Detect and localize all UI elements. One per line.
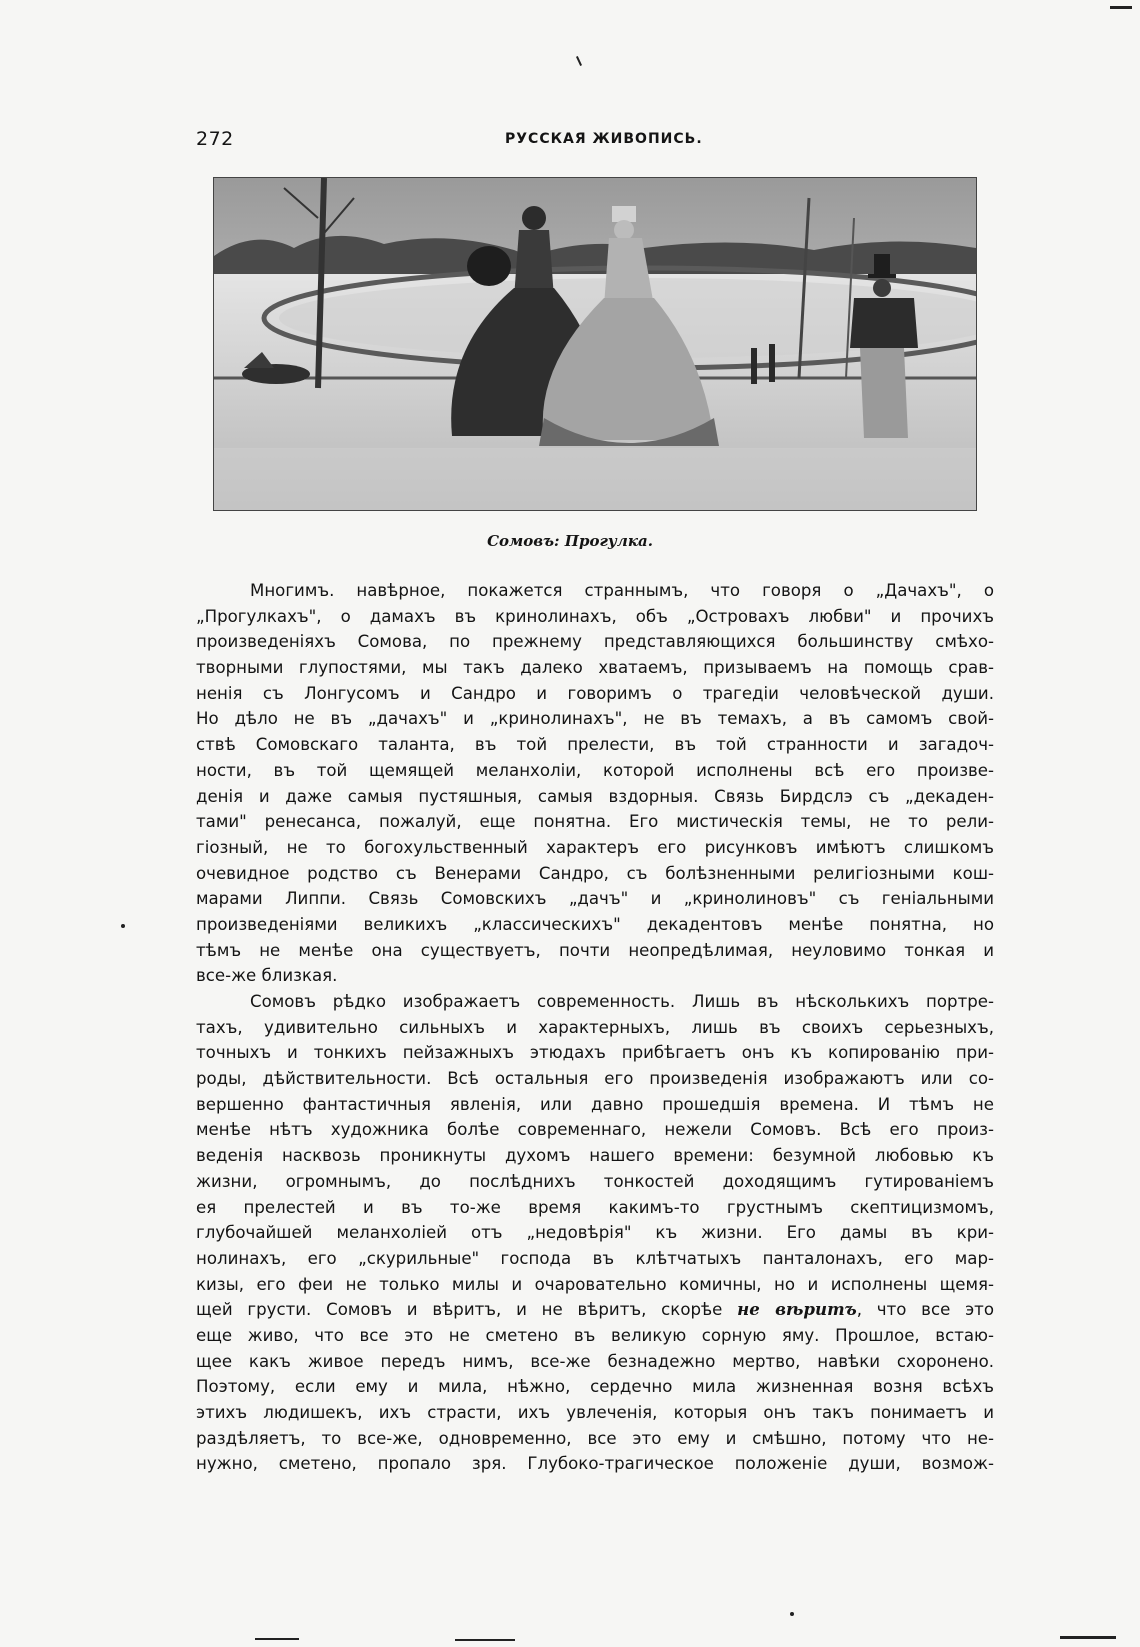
- text-line: нолинахъ, его „скурильные" господа въ клѣтчатыхъ панталонахъ, его мар-: [196, 1248, 994, 1268]
- page-number: 272: [196, 128, 234, 150]
- text-line: жизни, огромнымъ, до послѣднихъ тонкостей доходящимъ гутированіемъ: [196, 1171, 994, 1191]
- text-line: роды, дѣйствительности. Всѣ остальныя его произведенія изображаютъ или со-: [196, 1069, 994, 1089]
- text-line: все-же близкая.: [196, 966, 338, 986]
- text-line: тами" ренесанса, пожалуй, еще понятна. Его мистическія темы, не то рели-: [196, 812, 994, 832]
- text-line: марами Липпи. Связь Сомовскихъ „дачъ" и „кринолиновъ" съ геніальными: [196, 889, 994, 909]
- text-line: кизы, его феи не только милы и очаровательно комичны, но и исполнены щемя-: [196, 1274, 994, 1294]
- scan-dot: [121, 924, 125, 928]
- scan-mark: [255, 1638, 299, 1640]
- text-line: Поэтому, если ему и мила, нѣжно, сердечно мила жизненная возня всѣхъ: [196, 1377, 994, 1397]
- text-line: менѣе нѣтъ художника болѣе современнаго, нежели Сомовъ. Всѣ его произ-: [196, 1120, 994, 1140]
- text-line: ея прелестей и въ то-же время какимъ-то грустнымъ скептицизмомъ,: [196, 1197, 994, 1217]
- scan-mark: [576, 56, 582, 66]
- text-line: гіозный, не то богохульственный характеръ его рисунковъ имѣютъ слишкомъ: [196, 837, 994, 857]
- text-fragment: , что все это: [856, 1300, 995, 1320]
- text-line: очевидное родство съ Венерами Сандро, съ болѣзненными религіозными кош-: [196, 863, 994, 883]
- text-line: нужно, сметено, пропало зря. Глубоко-трагическое положеніе души, возмож-: [196, 1454, 994, 1474]
- text-line: ствѣ Сомовскаго таланта, въ той прелести, въ той странности и загадоч-: [196, 735, 994, 755]
- text-line: раздѣляетъ, то все-же, одновременно, все это ему и смѣшно, потому что не-: [196, 1428, 994, 1448]
- text-fragment: щей грусти. Сомовъ и вѣритъ, и не вѣритъ, скорѣе: [196, 1300, 738, 1320]
- scan-mark: [455, 1639, 515, 1641]
- text-line: веденія насквозь проникнуты духомъ нашего времени: безумной любовью къ: [196, 1146, 994, 1166]
- paragraph-1: [196, 578, 994, 989]
- text-line: денія и даже самыя пустяшныя, самыя вздорныя. Связь Бирдслэ съ „декаден-: [196, 786, 994, 806]
- text-line-with-emphasis: [196, 1297, 994, 1323]
- emphasized-text: не вѣритъ: [737, 1299, 857, 1320]
- illustration-plate: [213, 177, 977, 511]
- running-title: РУССКАЯ ЖИВОПИСЬ.: [505, 131, 703, 147]
- scan-mark: [1110, 6, 1132, 9]
- text-line: Многимъ. навѣрное, покажется страннымъ, что говоря о „Дачахъ", о: [250, 581, 994, 600]
- text-line: тахъ, удивительно сильныхъ и характерныхъ, лишь въ своихъ серьезныхъ,: [196, 1017, 994, 1037]
- scan-mark: [1060, 1636, 1116, 1639]
- scan-dot: [790, 1612, 794, 1616]
- text-line: глубочайшей меланхоліей отъ „недовѣрія" къ жизни. Его дамы въ кри-: [196, 1223, 994, 1243]
- text-line: щее какъ живое передъ нимъ, все-же безнадежно мертво, навѣки схоронено.: [196, 1351, 994, 1371]
- text-line: точныхъ и тонкихъ пейзажныхъ этюдахъ прибѣгаетъ онъ къ копированію при-: [196, 1043, 994, 1063]
- text-line: тѣмъ не менѣе она существуетъ, почти неопредѣлимая, неуловимо тонкая и: [196, 940, 994, 960]
- text-line: Сомовъ рѣдко изображаетъ современность. Лишь въ нѣсколькихъ портре-: [250, 992, 994, 1011]
- text-line: творными глупостями, мы такъ далеко хватаемъ, призываемъ на помощь срав-: [196, 658, 994, 678]
- figure-caption: Сомовъ: Прогулка.: [487, 532, 653, 550]
- text-line: вершенно фантастичныя явленія, или давно прошедшія времена. И тѣмъ не: [196, 1094, 994, 1114]
- article-body: [196, 578, 994, 1477]
- paragraph-2: [196, 989, 994, 1477]
- text-line: этихъ людишекъ, ихъ страсти, ихъ увлеченія, которыя онъ такъ понимаетъ и: [196, 1403, 994, 1422]
- text-line: ности, въ той щемящей меланхоліи, которой исполнены всѣ его произве-: [196, 760, 994, 780]
- text-line: произведеніяхъ Сомова, по прежнему представляющихся большинству смѣхо-: [196, 632, 994, 652]
- text-line: ненія съ Лонгусомъ и Сандро и говоримъ о трагедіи человѣческой души.: [196, 683, 994, 703]
- painting-promenade-illustration: [214, 178, 976, 510]
- text-line: еще живо, что все это не сметено въ великую сорную яму. Прошлое, встаю-: [196, 1325, 994, 1345]
- text-line: Но дѣло не въ „дачахъ" и „кринолинахъ", не въ темахъ, а въ самомъ свой-: [196, 709, 994, 729]
- text-line: „Прогулкахъ", о дамахъ въ кринолинахъ, объ „Островахъ любви" и прочихъ: [196, 606, 994, 626]
- text-line: произведеніями великихъ „классическихъ" декадентовъ менѣе понятна, но: [196, 914, 994, 934]
